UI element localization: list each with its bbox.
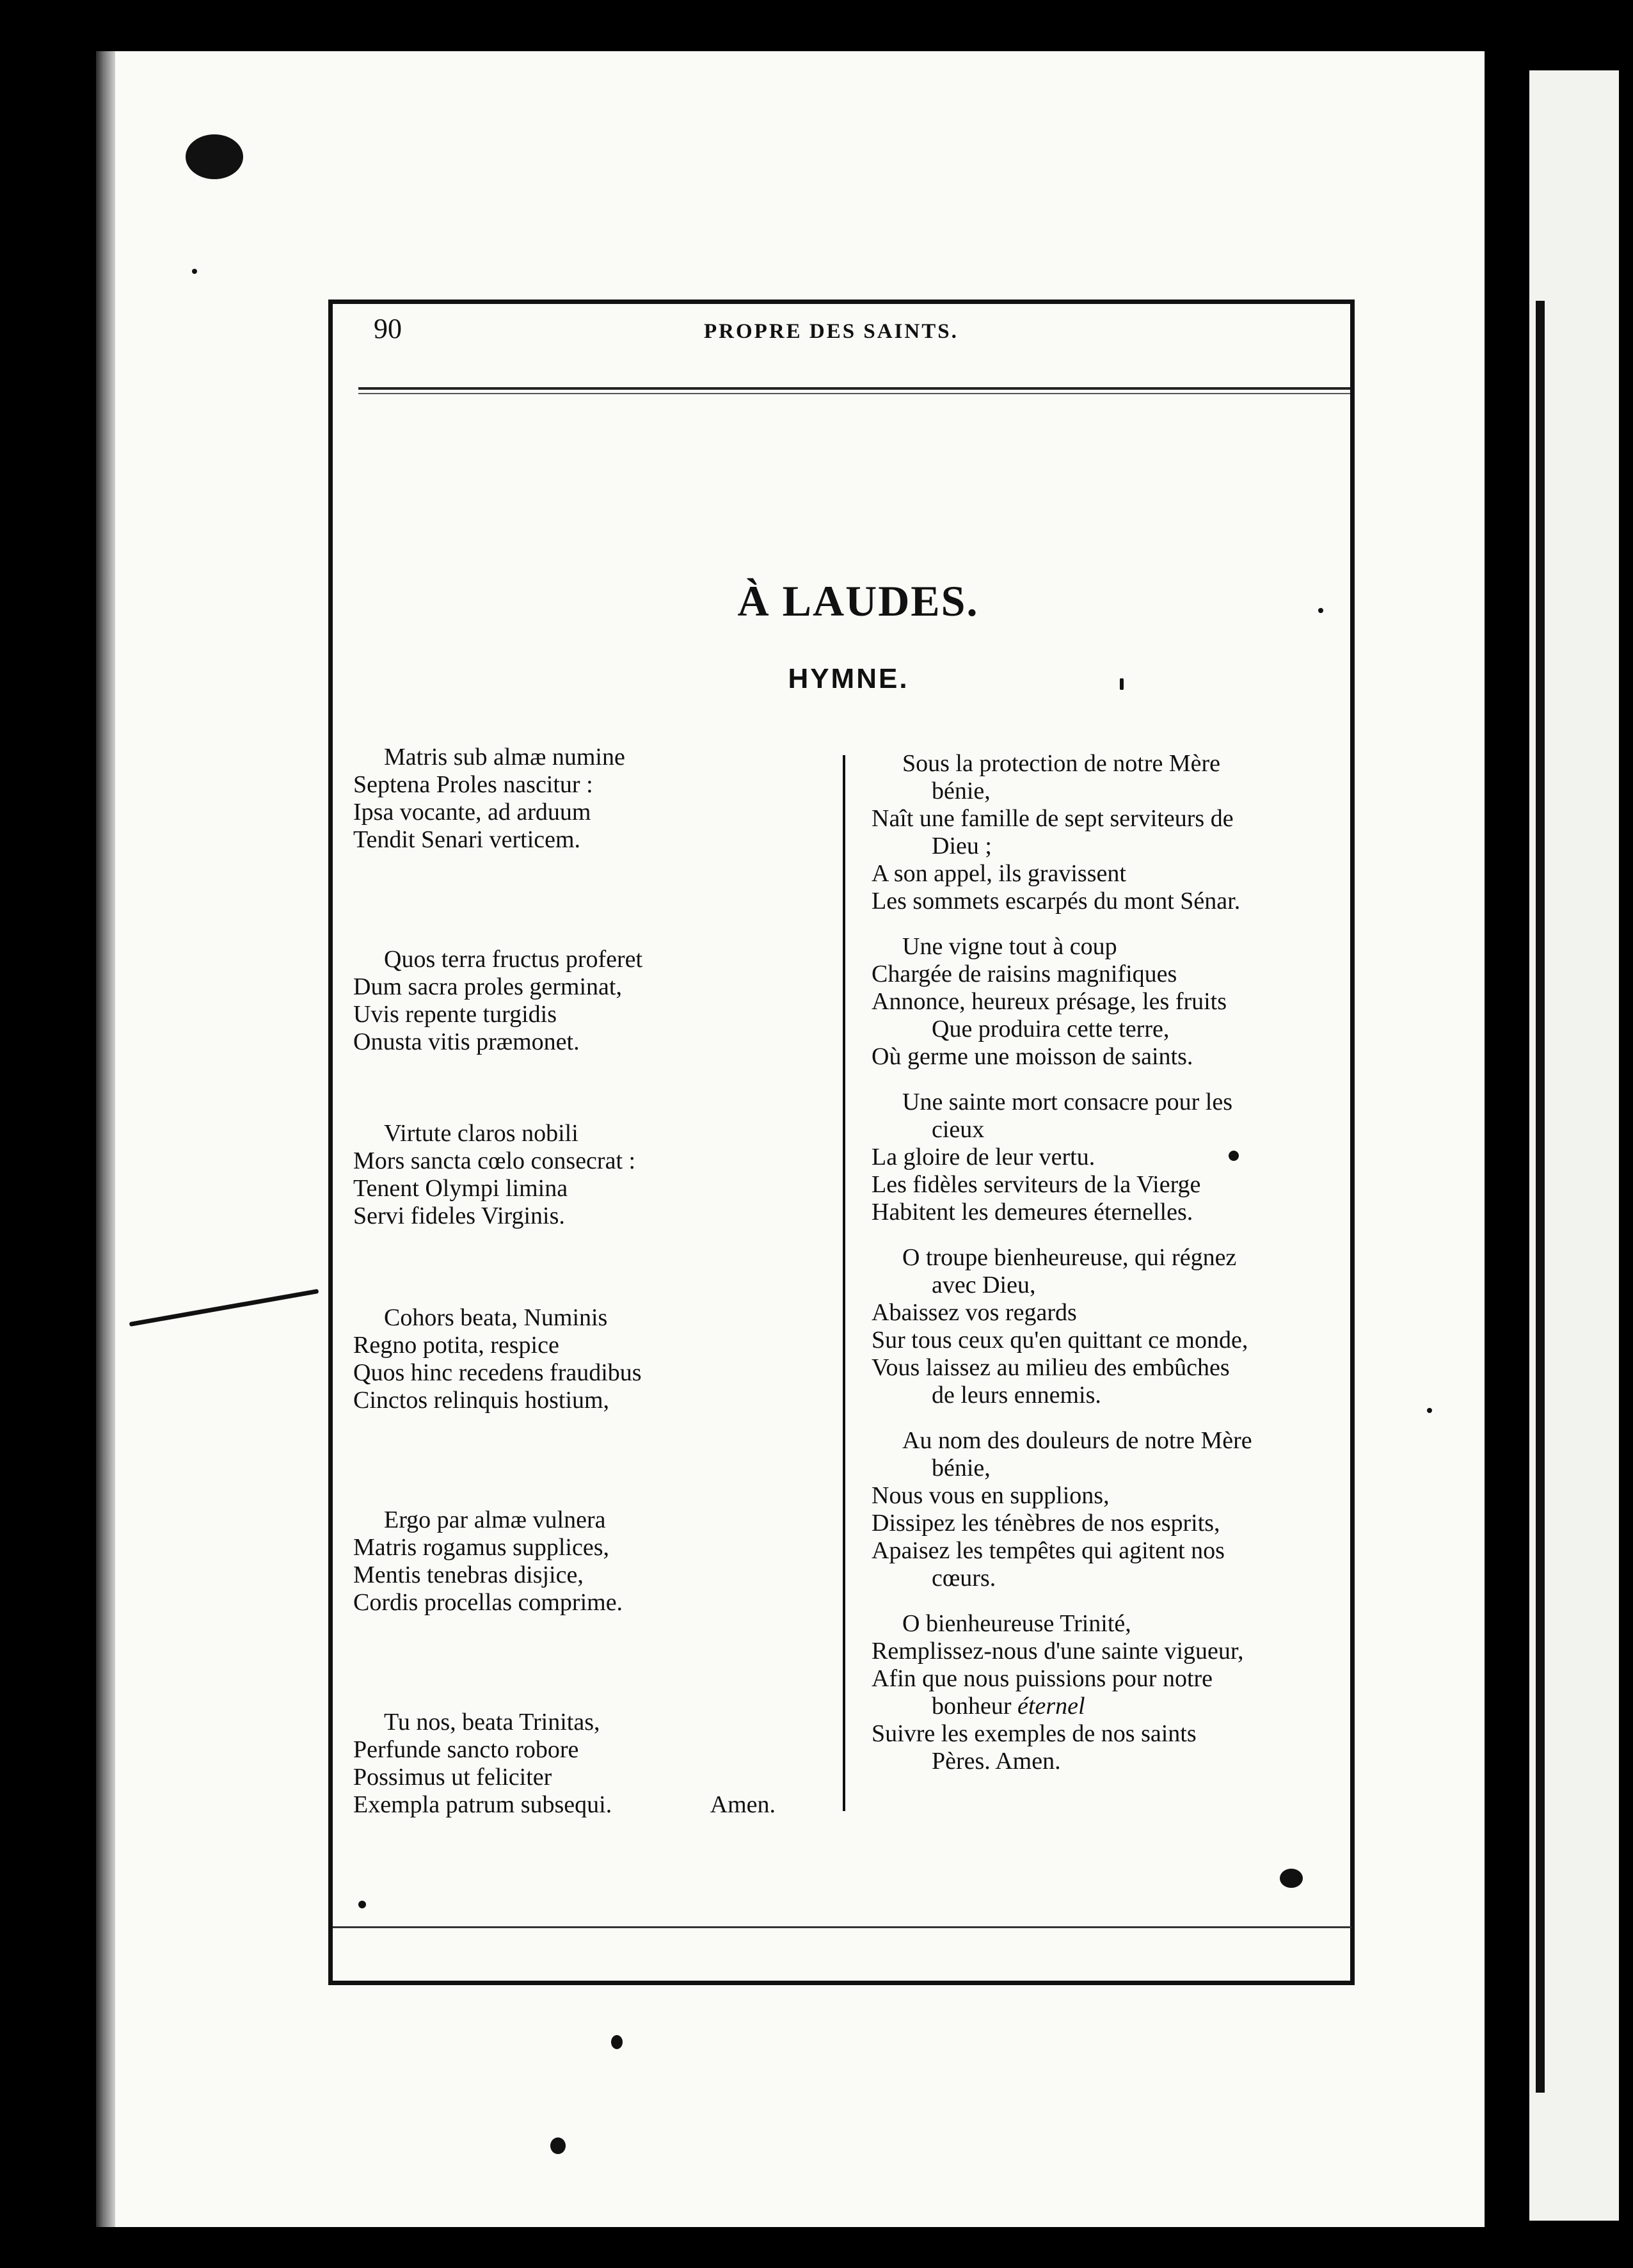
latin-stanza xyxy=(353,744,814,854)
verse-line: Tu nos, beata Trinitas, xyxy=(384,1709,600,1736)
verse-line: Matris rogamus supplices, xyxy=(353,1534,610,1561)
verse-line: Nous vous en supplions, xyxy=(872,1482,1110,1509)
french-stanza xyxy=(872,750,1332,915)
verse-line: Quos terra fructus proferet xyxy=(384,946,643,973)
verse-line: Mors sancta cœlo consecrat : xyxy=(353,1147,636,1174)
page-number: 90 xyxy=(374,313,402,344)
verse-line: A son appel, ils gravissent xyxy=(872,860,1126,887)
verse-line: Ergo par almæ vulnera xyxy=(384,1506,606,1533)
french-stanza xyxy=(872,1244,1332,1409)
column-divider xyxy=(843,755,845,1811)
verse-line: Apaisez les tempêtes qui agitent nos xyxy=(872,1537,1225,1564)
ink-blot xyxy=(1229,1151,1239,1161)
french-stanza xyxy=(872,933,1332,1071)
ink-speck xyxy=(1318,608,1323,613)
verse-line: Vous laissez au milieu des embûches xyxy=(872,1354,1230,1381)
ink-speck xyxy=(192,269,197,274)
verse-line: Dissipez les ténèbres de nos esprits, xyxy=(872,1510,1220,1537)
verse-line: avec Dieu, xyxy=(932,1272,1036,1298)
latin-final-line xyxy=(353,1791,776,1819)
verse-line: Au nom des douleurs de notre Mère xyxy=(902,1427,1252,1454)
latin-stanza xyxy=(353,1120,814,1230)
verse-line: Virtute claros nobili xyxy=(384,1120,578,1147)
verse-line: Une sainte mort consacre pour les xyxy=(902,1089,1232,1115)
latin-column xyxy=(353,744,814,1819)
verse-line: Mentis tenebras disjice, xyxy=(353,1561,584,1588)
handwritten-correction: éternel xyxy=(1017,1693,1085,1720)
verse-line: Habitent les demeures éternelles. xyxy=(872,1199,1193,1226)
verse-word: bonheur xyxy=(932,1693,1012,1720)
verse-line: Cinctos relinquis hostium, xyxy=(353,1387,610,1414)
facing-page-frame-edge xyxy=(1536,301,1545,2093)
verse-line: Une vigne tout à coup xyxy=(902,933,1117,960)
verse-line: Servi fideles Virginis. xyxy=(353,1202,565,1229)
verse-line: Septena Proles nascitur : xyxy=(353,771,593,798)
french-stanza xyxy=(872,1089,1332,1226)
verse-line: de leurs ennemis. xyxy=(932,1382,1101,1409)
section-title: À LAUDES. xyxy=(737,577,979,625)
verse-line: La gloire de leur vertu. xyxy=(872,1144,1095,1170)
verse-line: O troupe bienheureuse, qui régnez xyxy=(902,1244,1237,1271)
running-head: PROPRE DES SAINTS. xyxy=(704,320,959,343)
header-rule xyxy=(358,387,1350,390)
verse-line: Regno potita, respice xyxy=(353,1332,559,1359)
verse-line: Uvis repente turgidis xyxy=(353,1001,557,1028)
verse-line: Perfunde sancto robore xyxy=(353,1736,579,1763)
verse-line: cœurs. xyxy=(932,1565,996,1592)
verse-line: Chargée de raisins magnifiques xyxy=(872,961,1177,987)
verse-line: Cohors beata, Numinis xyxy=(384,1304,608,1331)
french-stanza xyxy=(872,1610,1332,1775)
verse-line: Quos hinc recedens fraudibus xyxy=(353,1359,642,1386)
ink-speck xyxy=(358,1901,366,1908)
latin-stanza xyxy=(353,1506,814,1617)
ink-speck xyxy=(1120,678,1124,690)
verse-line: Suivre les exemples de nos saints xyxy=(872,1720,1197,1747)
verse-line: Annonce, heureux présage, les fruits xyxy=(872,988,1227,1015)
ink-blot xyxy=(611,2035,623,2049)
verse-line: Tenent Olympi limina xyxy=(353,1175,568,1202)
french-column xyxy=(872,750,1332,1775)
ink-blot xyxy=(550,2137,566,2154)
hymn-subtitle: HYMNE. xyxy=(788,663,909,694)
ink-speck xyxy=(1427,1408,1432,1413)
verse-line: Dieu ; xyxy=(932,833,992,859)
verse-line: Onusta vitis præmonet. xyxy=(353,1028,580,1055)
verse-line: Naît une famille de sept serviteurs de xyxy=(872,805,1234,832)
verse-line: Tendit Senari verticem. xyxy=(353,826,581,853)
verse-line: Possimus ut feliciter xyxy=(353,1764,552,1791)
verse-line: Sous la protection de notre Mère xyxy=(902,750,1221,777)
latin-stanza xyxy=(353,1709,814,1819)
verse-line: Les sommets escarpés du mont Sénar. xyxy=(872,888,1241,914)
verse-line: Que produira cette terre, xyxy=(932,1016,1170,1042)
verse-line: cieux xyxy=(932,1116,985,1143)
verse-line: Les fidèles serviteurs de la Vierge xyxy=(872,1171,1201,1198)
page-binding-edge xyxy=(96,51,115,2227)
verse-line: Dum sacra proles germinat, xyxy=(353,973,622,1000)
verse-line: Où germe une moisson de saints. xyxy=(872,1043,1193,1070)
verse-line: Afin que nous puissions pour notre xyxy=(872,1665,1213,1692)
verse-line xyxy=(872,1693,1332,1720)
verse-line: Exempla patrum subsequi. xyxy=(353,1791,612,1818)
verse-line: Remplissez-nous d'une sainte vigueur, xyxy=(872,1638,1244,1665)
verse-line: Sur tous ceux qu'en quittant ce monde, xyxy=(872,1327,1248,1354)
verse-line: bénie, xyxy=(932,778,991,804)
verse-line: Pères. Amen. xyxy=(932,1748,1061,1775)
french-stanza xyxy=(872,1427,1332,1592)
header-rule-thin xyxy=(358,393,1350,394)
verse-line: Abaissez vos regards xyxy=(872,1299,1077,1326)
latin-stanza xyxy=(353,946,814,1056)
verse-line: bénie, xyxy=(932,1455,991,1481)
bottom-rule xyxy=(333,1926,1351,1928)
verse-line: O bienheureuse Trinité, xyxy=(902,1610,1131,1637)
verse-line: Ipsa vocante, ad arduum xyxy=(353,799,591,826)
verse-line: Matris sub almæ numine xyxy=(384,744,625,771)
ink-blot xyxy=(1280,1869,1303,1888)
amen: Amen. xyxy=(710,1791,776,1818)
latin-stanza xyxy=(353,1304,814,1414)
verse-line: Cordis procellas comprime. xyxy=(353,1589,623,1616)
ink-blot xyxy=(186,134,243,179)
